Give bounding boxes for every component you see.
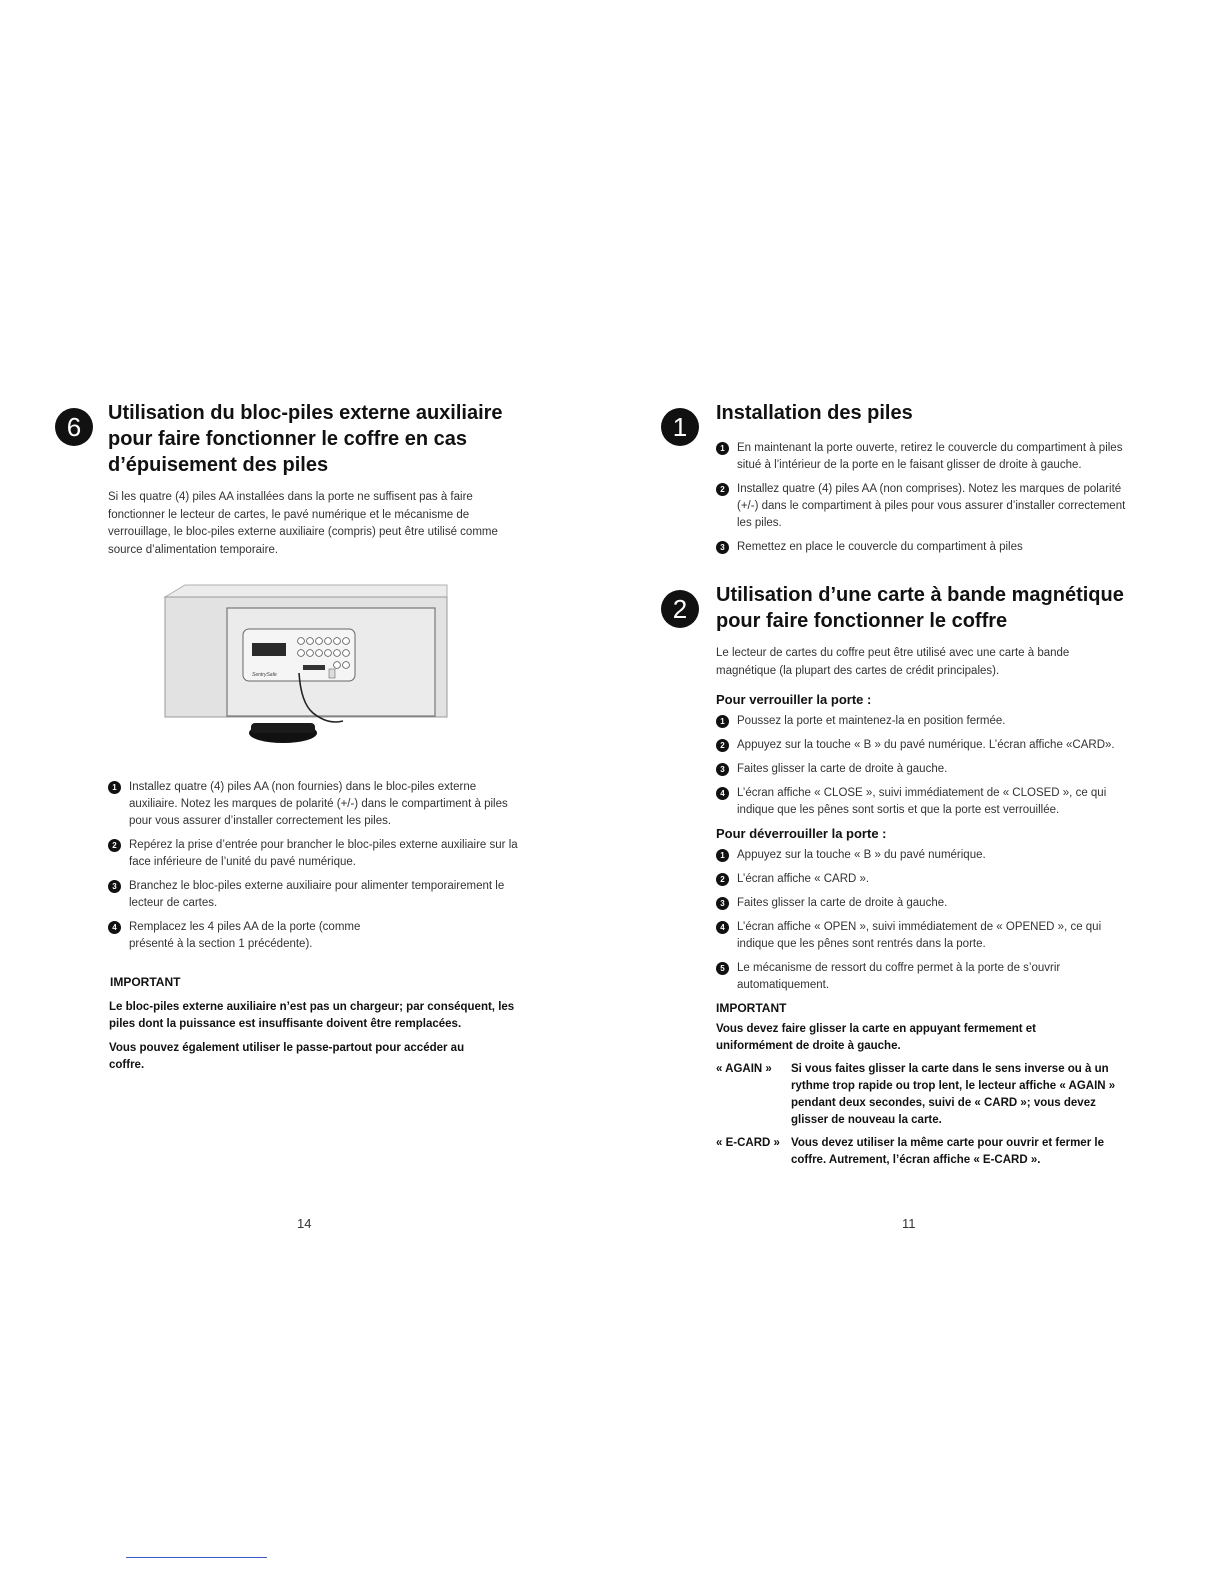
list-item [716, 440, 1136, 474]
section-6-header [55, 400, 525, 480]
right-page [661, 400, 1141, 1169]
list-item [108, 837, 523, 871]
page-number-right: 11 [902, 1216, 916, 1231]
page-number-left: 14 [297, 1216, 312, 1231]
section-number-badge: 1 [661, 408, 699, 446]
step-number-badge: 2 [716, 873, 729, 886]
important-text: Vous devez faire glisser la carte en appuyant fermement et uniformément de droite à gauche. [716, 1023, 1036, 1052]
term-list [716, 1061, 1136, 1169]
list-item [716, 737, 1136, 754]
step-number-badge: 1 [716, 442, 729, 455]
important-label: IMPORTANT [110, 975, 181, 989]
footer-divider [126, 1557, 267, 1558]
step-number-badge: 1 [716, 715, 729, 728]
list-item [716, 960, 1136, 994]
step-number-badge: 2 [108, 839, 121, 852]
step-number-badge: 4 [716, 921, 729, 934]
lock-heading: Pour verrouiller la porte : [716, 692, 872, 707]
step-text: L’écran affiche « CLOSE », suivi immédiatement de « CLOSED », ce qui indique que les pênes sont sortis et que la porte est verrouillée. [737, 787, 1107, 816]
safe-drawing [163, 583, 453, 753]
list-item [716, 895, 1136, 912]
left-steps-list [108, 779, 523, 953]
step-text: Remettez en place le couvercle du compartiment à piles [737, 541, 1023, 553]
step-text: L’écran affiche « OPEN », suivi immédiatement de « OPENED », ce qui indique que les pênes sont rentrés dans la porte. [737, 921, 1102, 950]
step-text: En maintenant la porte ouverte, retirez le couvercle du compartiment à piles situé à l’intérieur de la porte en le faisant glisser de droite à gauche. [737, 442, 1123, 471]
list-item [716, 761, 1136, 778]
step-number-badge: 3 [716, 897, 729, 910]
step-text: Faites glisser la carte de droite à gauche. [737, 897, 948, 909]
step-number-badge: 1 [716, 849, 729, 862]
safe-brand-label: SentrySafe [252, 672, 277, 678]
list-item [108, 779, 523, 830]
step-number-badge: 4 [108, 921, 121, 934]
term-definition: Vous devez utiliser la même carte pour ouvrir et fermer le coffre. Autrement, l’écran affiche « E-CARD ». [791, 1137, 1104, 1166]
unlock-heading: Pour déverrouiller la porte : [716, 826, 887, 841]
safe-illustration [163, 583, 453, 753]
section-1-header [661, 400, 1141, 442]
step-number-badge: 3 [716, 763, 729, 776]
term-label: « E-CARD » [716, 1137, 780, 1149]
list-item [716, 481, 1136, 532]
section-number-badge: 2 [661, 590, 699, 628]
section-2-header [661, 582, 1141, 638]
list-item [716, 871, 1136, 888]
section-title: Utilisation du bloc-piles externe auxiliaire pour faire fonctionner le coffre en cas d’épuisement des piles [108, 402, 503, 476]
section-intro: Le lecteur de cartes du coffre peut être utilisé avec une carte à bande magnétique (la plupart des cartes de crédit principales). [716, 647, 1070, 677]
step-text: Appuyez sur la touche « B » du pavé numérique. L’écran affiche «CARD». [737, 739, 1115, 751]
list-item [108, 878, 523, 912]
step-text: Branchez le bloc-piles externe auxiliaire pour alimenter temporairement le lecteur de cartes. [129, 880, 505, 909]
important-label: IMPORTANT [716, 1001, 787, 1015]
section-title: Utilisation d’une carte à bande magnétique pour faire fonctionner le coffre [716, 584, 1124, 632]
step-number-badge: 3 [716, 541, 729, 554]
step-number-badge: 1 [108, 781, 121, 794]
list-item [716, 785, 1136, 819]
important-text-1: Le bloc-piles externe auxiliaire n’est pas un chargeur; par conséquent, les piles dont la puissance est insuffisante doivent être remplacées. [109, 1001, 515, 1030]
list-item [716, 919, 1136, 953]
list-item [108, 919, 523, 953]
list-item [716, 539, 1136, 556]
section-number-badge: 6 [55, 408, 93, 446]
step-number-badge: 2 [716, 739, 729, 752]
step-text: Appuyez sur la touche « B » du pavé numérique. [737, 849, 986, 861]
important-text-2: Vous pouvez également utiliser le passe-partout pour accéder au coffre. [109, 1042, 465, 1071]
term-row-ecard [716, 1135, 1136, 1169]
step-number-badge: 4 [716, 787, 729, 800]
step-text: Installez quatre (4) piles AA (non fournies) dans le bloc-piles externe auxiliaire. Notez les marques de polarité (+/-) dans le compartiment à piles pour vous assurer d’installer correctement les piles. [129, 781, 508, 827]
battery-steps-list [716, 440, 1136, 556]
term-label: « AGAIN » [716, 1063, 772, 1075]
step-number-badge: 2 [716, 483, 729, 496]
step-text: Faites glisser la carte de droite à gauche. [737, 763, 948, 775]
unlock-steps-list [716, 847, 1136, 994]
step-text: L’écran affiche « CARD ». [737, 873, 870, 885]
section-intro: Si les quatre (4) piles AA installées dans la porte ne suffisent pas à faire fonctionner le lecteur de cartes, le pavé numérique et le mécanisme de verrouillage, le bloc-piles externe auxiliaire (compris) peut être utilisé comme source d’alimentation temporaire. [108, 491, 498, 556]
list-item [716, 847, 1136, 864]
section-title: Installation des piles [716, 402, 913, 424]
term-row-again [716, 1061, 1136, 1129]
list-item [716, 713, 1136, 730]
term-definition: Si vous faites glisser la carte dans le sens inverse ou à un rythme trop rapide ou trop lent, le lecteur affiche « AGAIN » pendant deux secondes, suivi de « CARD »; vous devez glisser de nouveau la carte. [791, 1063, 1116, 1126]
step-text: Repérez la prise d’entrée pour brancher le bloc-piles externe auxiliaire sur la face inférieure de l’unité du pavé numérique. [129, 839, 518, 868]
step-text: Poussez la porte et maintenez-la en position fermée. [737, 715, 1006, 727]
step-number-badge: 5 [716, 962, 729, 975]
step-number-badge: 3 [108, 880, 121, 893]
step-text: Remplacez les 4 piles AA de la porte (comme présenté à la section 1 précédente). [129, 921, 361, 950]
step-text: Installez quatre (4) piles AA (non comprises). Notez les marques de polarité (+/-) dans le compartiment à piles pour vous assurer d’installer correctement les piles. [737, 483, 1126, 529]
step-text: Le mécanisme de ressort du coffre permet à la porte de s’ouvrir automatiquement. [737, 962, 1061, 991]
left-page [55, 400, 525, 1074]
lock-steps-list [716, 713, 1136, 819]
